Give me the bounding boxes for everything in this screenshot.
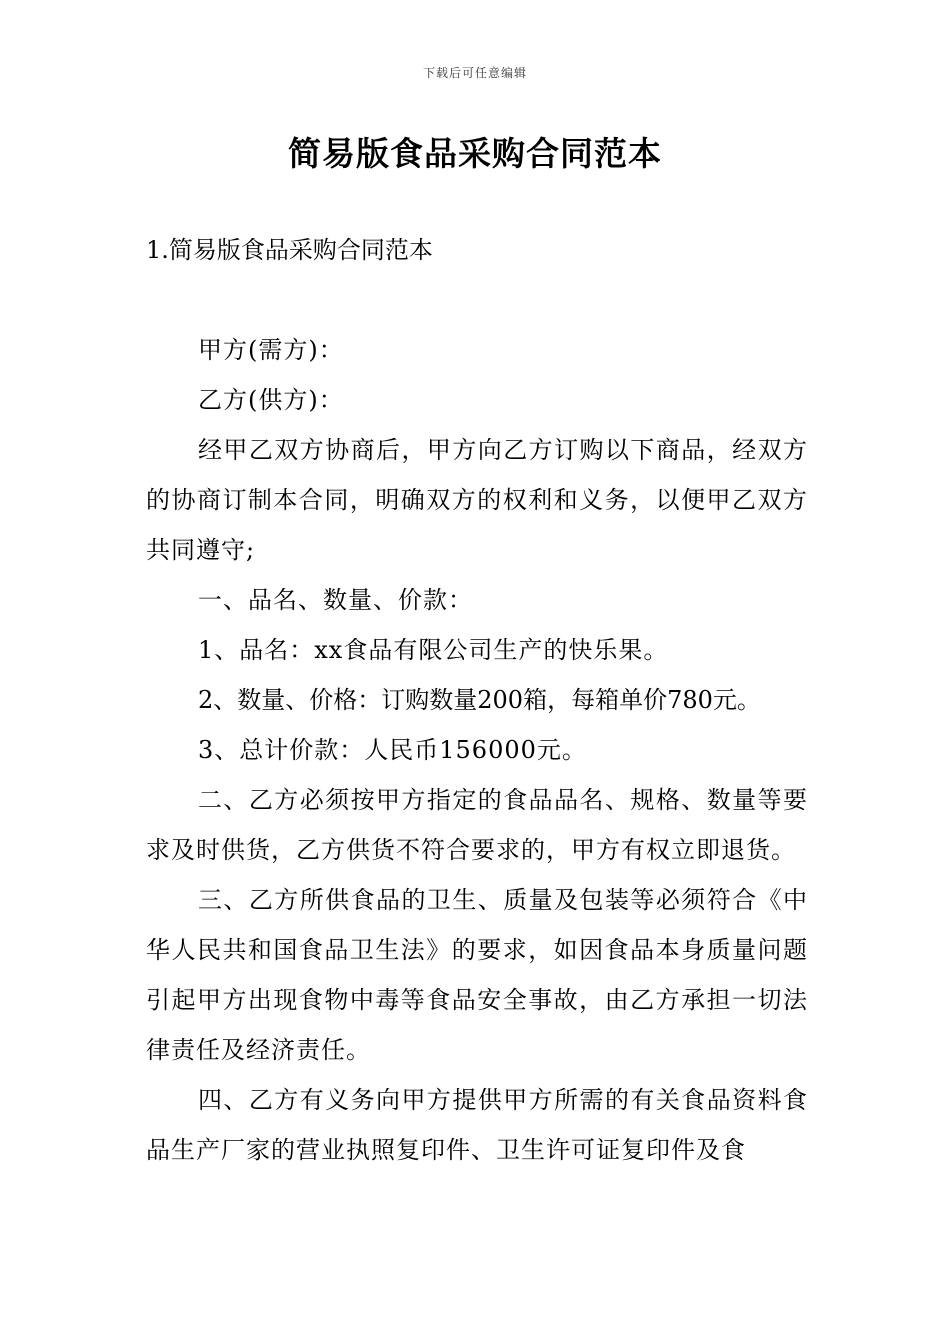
clause-1-item-2: 2、数量、价格：订购数量200箱，每箱单价780元。 (198, 686, 761, 714)
clause-2-paragraph: 二、乙方必须按甲方指定的食品品名、规格、数量等要求及时供货，乙方供货不符合要求的，甲方有权立即退货。 (146, 786, 808, 864)
clause-1-item-1: 1、品名：xx食品有限公司生产的快乐果。 (198, 636, 669, 664)
party-a-line: 甲方(需方)： (198, 336, 344, 364)
intro-paragraph: 经甲乙双方协商后，甲方向乙方订购以下商品，经双方的协商订制本合同，明确双方的权利和义务，以便甲乙双方共同遵守; (146, 436, 808, 564)
contract-body (146, 325, 808, 1175)
party-b-line: 乙方(供方)： (198, 386, 344, 414)
document-title: 简易版食品采购合同范本 (288, 134, 662, 173)
clause-4-paragraph: 四、乙方有义务向甲方提供甲方所需的有关食品资料食品生产厂家的营业执照复印件、卫生许可证复印件及食 (146, 1086, 808, 1164)
header-note: 下载后可任意编辑 (422, 66, 527, 80)
clause-1-item-3: 3、总计价款：人民币156000元。 (198, 736, 587, 764)
clause-1-heading: 一、品名、数量、价款： (198, 586, 473, 614)
clause-3-paragraph: 三、乙方所供食品的卫生、质量及包装等必须符合《中华人民共和国食品卫生法》的要求，如因食品本身质量问题引起甲方出现食物中毒等食品安全事故，由乙方承担一切法律责任及经济责任。 (146, 886, 808, 1064)
section-heading: 1.简易版食品采购合同范本 (146, 236, 433, 264)
